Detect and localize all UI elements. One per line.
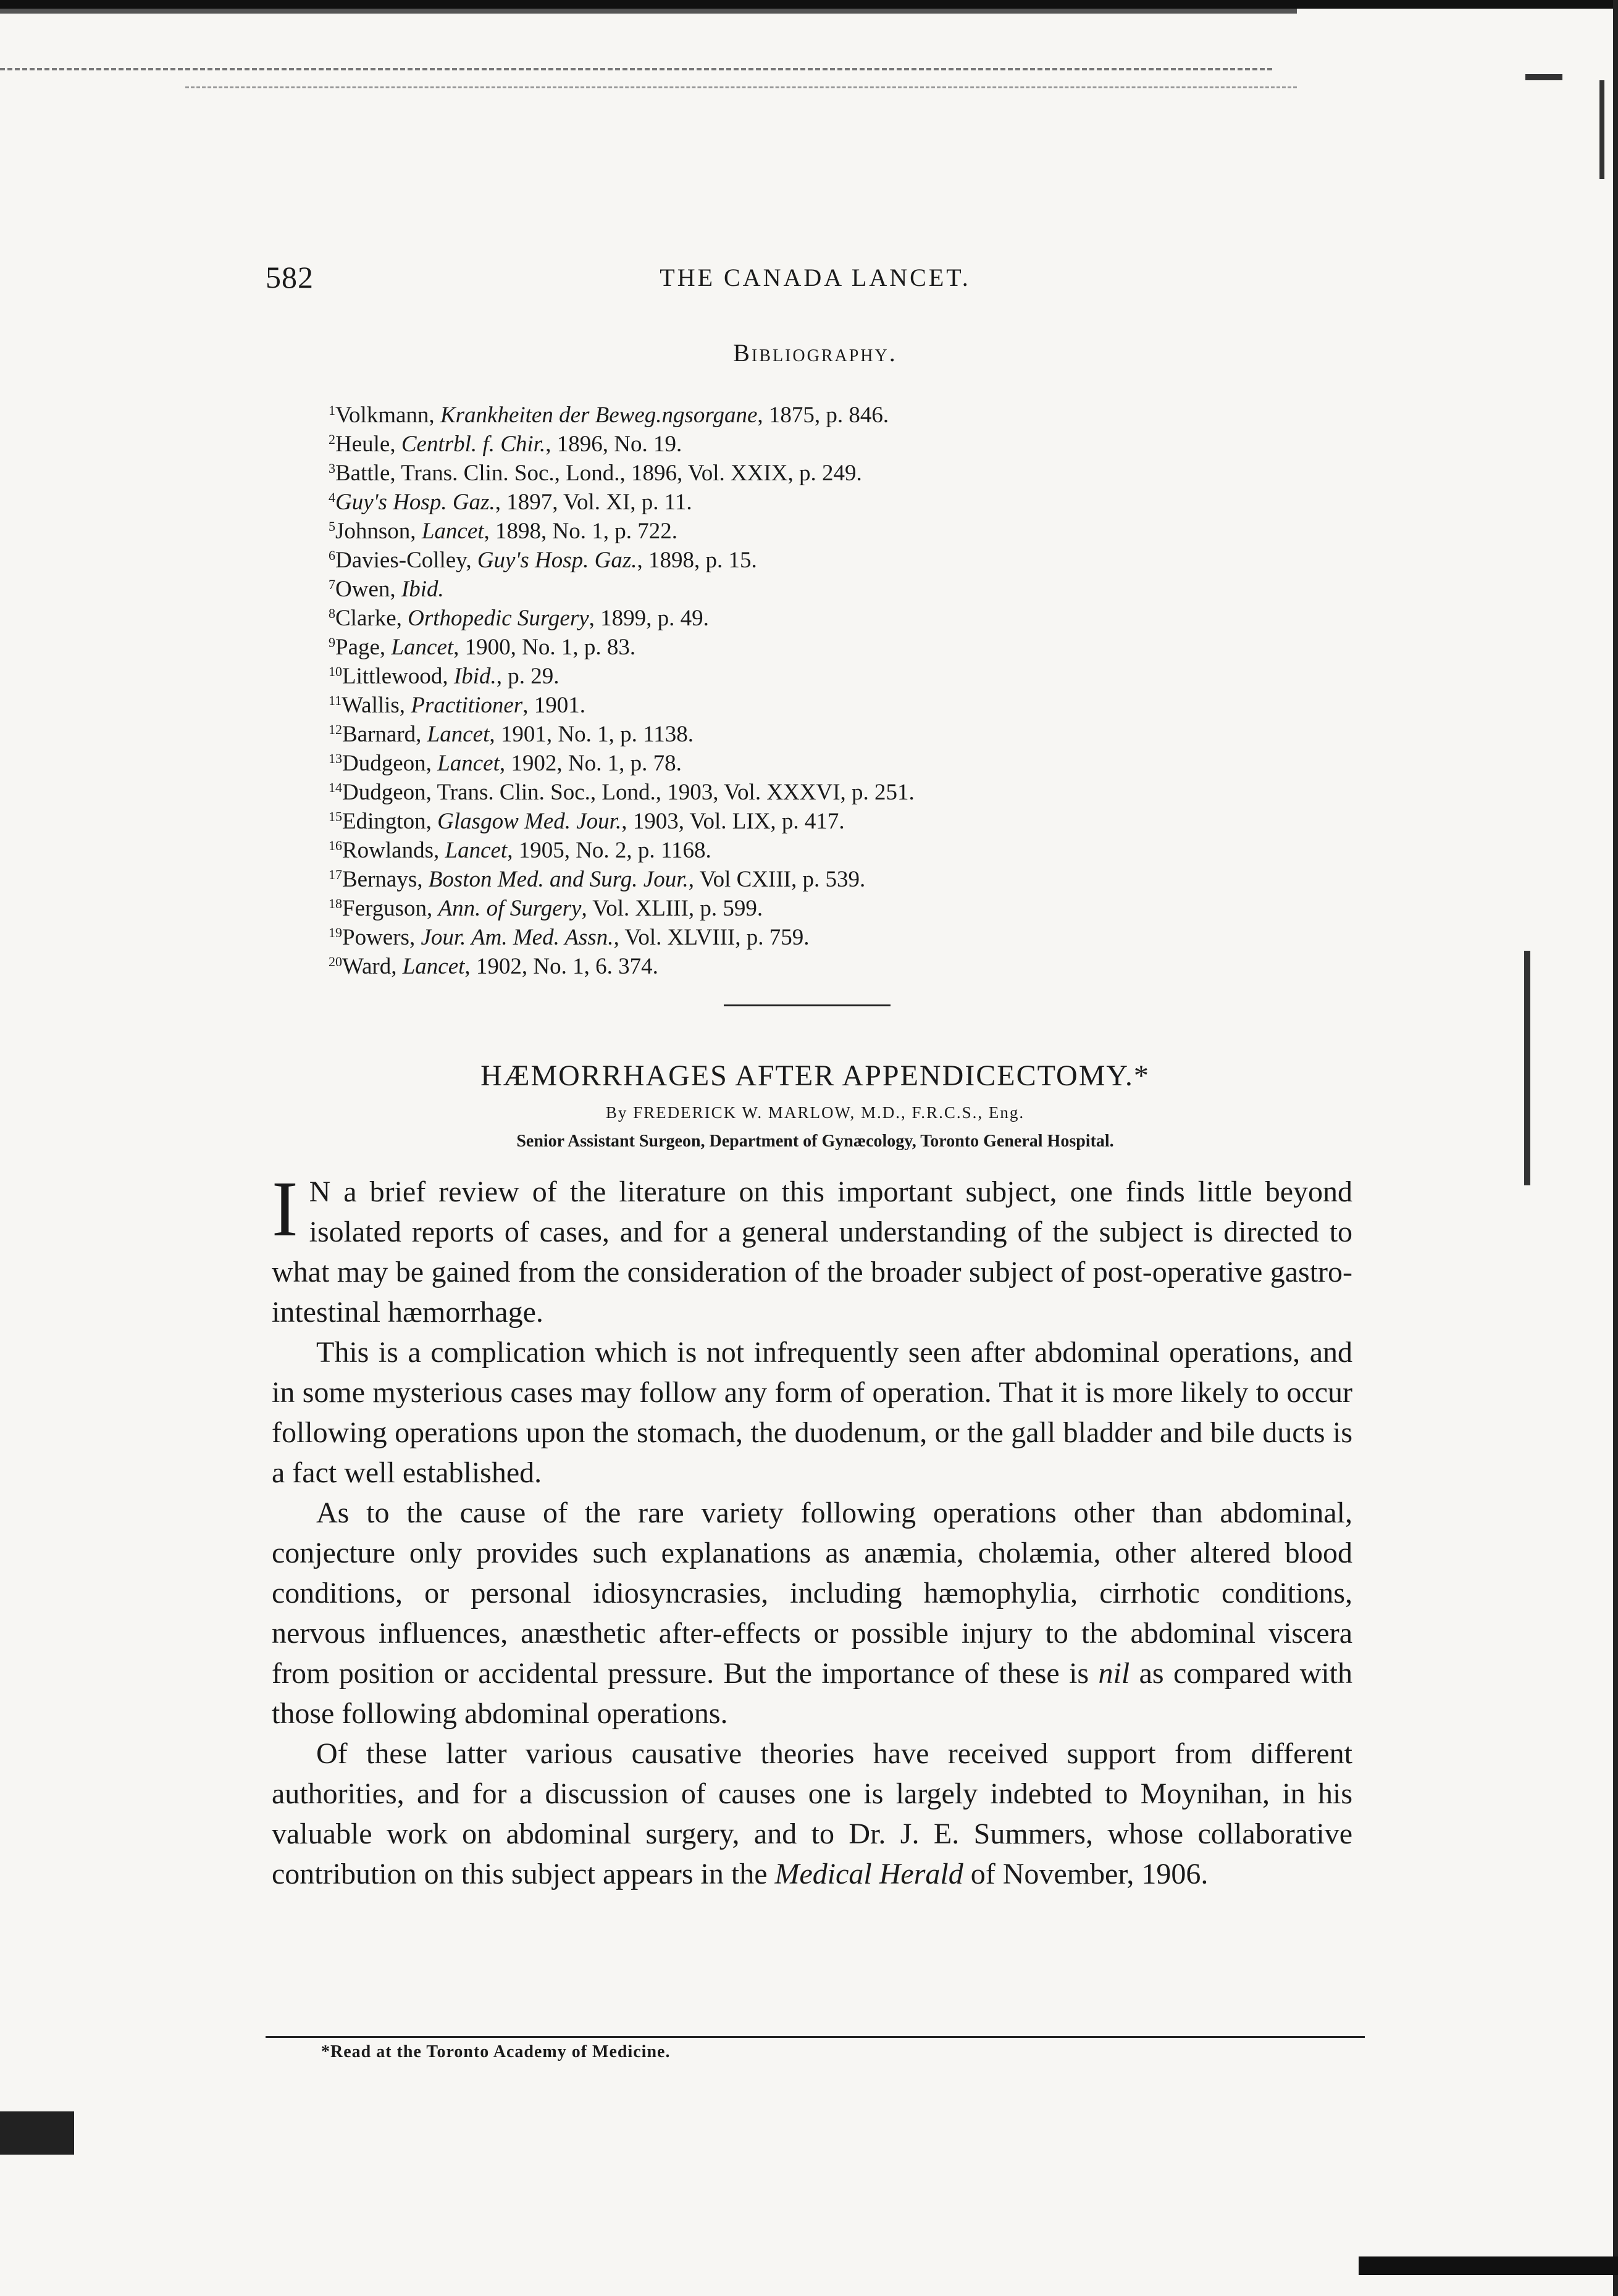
entry-author: Wallis,: [342, 693, 411, 718]
entry-author: Johnson,: [335, 519, 422, 544]
bibliography-list: [329, 398, 1317, 979]
paragraph-1: [272, 1165, 1352, 1332]
entry-number: 12: [329, 722, 342, 737]
entry-author: Powers,: [342, 925, 421, 950]
entry-work: Lancet: [437, 751, 500, 776]
entry-number: 18: [329, 896, 342, 911]
entry-number: 5: [329, 519, 335, 534]
paragraph-1-text: N a brief review of the literature on this important subject, one finds little beyond isolated reports of cases, and for a general understanding of the subject is directed to what may be gained from the consideration of the broader subject of post-operative gastro-intestinal hæmorrhage.: [272, 1175, 1352, 1329]
entry-work: Lancet: [421, 519, 484, 544]
article-title: HÆMORRHAGES AFTER APPENDICECTOMY.*: [480, 1059, 1150, 1092]
bibliography-entry: [329, 804, 1317, 833]
entry-author: Battle, Trans. Clin. Soc., Lond., 1896, Vol. XXIX, p. 249.: [335, 461, 862, 486]
scan-border-top: [0, 0, 1618, 9]
bibliography-entry: [329, 485, 1317, 514]
scan-dashed-line-2: [185, 86, 1297, 88]
entry-rest: , 1898, p. 15.: [637, 548, 757, 573]
author-affiliation: Senior Assistant Surgeon, Department of Gynæcology, Toronto General Hospital.: [516, 1132, 1114, 1151]
bibliography-entry: [329, 572, 1317, 601]
bibliography-entry: [329, 862, 1317, 891]
bibliography-entry: [329, 427, 1317, 456]
entry-work: Orthopedic Surgery: [408, 606, 589, 631]
bibliography-entry: [329, 630, 1317, 659]
bibliography-entry: [329, 717, 1317, 746]
entry-author: Edington,: [342, 809, 438, 834]
entry-author: Littlewood,: [342, 664, 454, 689]
entry-rest: , 1875, p. 846.: [757, 403, 889, 428]
entry-work: Lancet: [427, 722, 490, 747]
scan-border-bottom: [1359, 2256, 1618, 2275]
entry-rest: , 1896, No. 19.: [545, 432, 682, 457]
entry-rest: , 1898, No. 1, p. 722.: [484, 519, 677, 544]
journal-title: THE CANADA LANCET.: [660, 264, 971, 291]
scan-border-top-shadow: [0, 9, 1297, 14]
bibliography-entry: [329, 775, 1317, 804]
entry-rest: , 1899, p. 49.: [589, 606, 709, 631]
bibliography-entry: [329, 543, 1317, 572]
entry-number: 9: [329, 635, 335, 650]
entry-author: Dudgeon,: [342, 751, 438, 776]
bibliography-entry: [329, 920, 1317, 950]
entry-rest: , 1903, Vol. LIX, p. 417.: [621, 809, 845, 834]
entry-work: Ibid.: [401, 577, 444, 602]
paragraph-3-italic: nil: [1098, 1657, 1130, 1690]
entry-number: 10: [329, 664, 342, 679]
entry-rest: , 1902, No. 1, p. 78.: [499, 751, 682, 776]
entry-number: 2: [329, 432, 335, 447]
entry-work: Centrbl. f. Chir.: [401, 432, 546, 457]
paragraph-4: [272, 1734, 1352, 1894]
entry-rest: , 1905, No. 2, p. 1168.: [507, 838, 711, 863]
entry-author: Ferguson,: [342, 896, 438, 921]
bibliography-entry: [329, 601, 1317, 630]
entry-work: Guy's Hosp. Gaz.: [477, 548, 637, 573]
entry-number: 17: [329, 867, 342, 882]
paragraph-4-italic: Medical Herald: [774, 1858, 963, 1890]
paragraph-3: [272, 1493, 1352, 1734]
entry-number: 16: [329, 838, 342, 853]
entry-work: Glasgow Med. Jour.: [437, 809, 622, 834]
entry-rest: , 1902, No. 1, 6. 374.: [464, 954, 658, 979]
footnote: *Read at the Toronto Academy of Medicine.: [321, 2042, 671, 2061]
paragraph-4-text-a: Of these latter various causative theories have received support from different authorities, and for a discussion of causes one is largely indebted to Moynihan, in his valuable work on abdominal surgery, and to Dr. J. E. Summers, whose collaborative contribution on this subject appears in the: [272, 1737, 1352, 1890]
paragraph-2: This is a complication which is not infrequently seen after abdominal operations, and in some mysterious cases may follow any form of operation. That it is more likely to occur following operations upon the stomach, the duodenum, or the gall bladder and bile ducts is a fact well established.: [272, 1336, 1352, 1489]
entry-author: Rowlands,: [342, 838, 445, 863]
footnote-rule: [266, 2036, 1365, 2038]
entry-number: 6: [329, 548, 335, 563]
entry-rest: , Vol. XLIII, p. 599.: [581, 896, 763, 921]
entry-number: 14: [329, 780, 342, 795]
paragraph-4-text-b: of November, 1906.: [963, 1858, 1209, 1890]
entry-rest: , 1900, No. 1, p. 83.: [453, 635, 636, 660]
entry-author: Barnard,: [342, 722, 427, 747]
paragraph-3-text-b: as compared with those following abdominal operations.: [272, 1657, 1352, 1730]
entry-author: Dudgeon, Trans. Clin. Soc., Lond., 1903, Vol. XXXVI, p. 251.: [342, 780, 915, 805]
entry-author: Volkmann,: [335, 403, 440, 428]
section-divider: [724, 1004, 891, 1006]
entry-number: 4: [329, 490, 335, 505]
article-byline: By FREDERICK W. MARLOW, M.D., F.R.C.S., Eng.: [605, 1103, 1025, 1122]
entry-author: Heule,: [335, 432, 401, 457]
entry-number: 11: [329, 693, 342, 708]
entry-rest: , 1901.: [522, 693, 585, 718]
entry-author: Bernays,: [342, 867, 429, 892]
entry-rest: , p. 29.: [496, 664, 560, 689]
article-body: [272, 1165, 1352, 1894]
entry-author: Clarke,: [335, 606, 408, 631]
bibliography-entry: [329, 456, 1317, 485]
entry-number: 1: [329, 403, 335, 418]
bibliography-entry: [329, 746, 1317, 775]
entry-number: 20: [329, 954, 342, 969]
entry-number: 3: [329, 461, 335, 476]
page-number: 582: [266, 260, 314, 294]
entry-rest: , 1897, Vol. XI, p. 11.: [495, 490, 692, 515]
entry-author: Page,: [335, 635, 392, 660]
entry-work: Boston Med. and Surg. Jour.: [428, 867, 689, 892]
running-head: [266, 259, 1365, 296]
entry-number: 7: [329, 577, 335, 592]
scan-ink-blot: [0, 2111, 74, 2155]
entry-work: Practitioner: [411, 693, 523, 718]
entry-work: Lancet: [391, 635, 454, 660]
entry-rest: , Vol. XLVIII, p. 759.: [613, 925, 810, 950]
entry-work: Ibid.: [453, 664, 497, 689]
bibliography-entry: [329, 514, 1317, 543]
paragraph-3-text-a: As to the cause of the rare variety following operations other than abdominal, conjecture only provides such explanations as anæmia, cholæmia, other altered blood conditions, or personal idiosyncrasies, including hæmophylia, cirrhotic conditions, nervous influences, anæsthetic after-effects or possible injury to the abdominal viscera from position or accidental pressure. But the importance of these is: [272, 1497, 1352, 1690]
bibliography-entry: [329, 688, 1317, 717]
bibliography-entry: [329, 950, 1317, 979]
drop-cap: I: [272, 1165, 298, 1253]
bibliography-entry: [329, 833, 1317, 862]
entry-rest: , Vol CXIII, p. 539.: [688, 867, 866, 892]
entry-author: Owen,: [335, 577, 401, 602]
scan-border-right: [1613, 0, 1618, 2296]
entry-author: Ward,: [342, 954, 403, 979]
bibliography-entry: [329, 398, 1317, 427]
entry-number: 13: [329, 751, 342, 766]
bibliography-entry: [329, 891, 1317, 920]
entry-rest: , 1901, No. 1, p. 1138.: [489, 722, 694, 747]
bibliography-entry: [329, 659, 1317, 688]
entry-work: Krankheiten der Beweg.ngsorgane: [440, 403, 758, 428]
scan-corner-mark: [1525, 74, 1562, 80]
entry-work: Lancet: [402, 954, 465, 979]
bibliography-title: Bibliography.: [733, 339, 897, 367]
entry-work: Guy's Hosp. Gaz.: [335, 490, 495, 515]
entry-work: Lancet: [445, 838, 508, 863]
entry-number: 8: [329, 606, 335, 621]
entry-number: 19: [329, 925, 342, 940]
entry-work: Ann. of Surgery: [438, 896, 582, 921]
entry-author: Davies-Colley,: [335, 548, 477, 573]
scan-corner-mark-2: [1599, 80, 1604, 179]
scan-margin-mark: [1524, 951, 1530, 1185]
entry-number: 15: [329, 809, 342, 824]
entry-work: Jour. Am. Med. Assn.: [421, 925, 614, 950]
scan-dashed-line: [0, 68, 1272, 70]
